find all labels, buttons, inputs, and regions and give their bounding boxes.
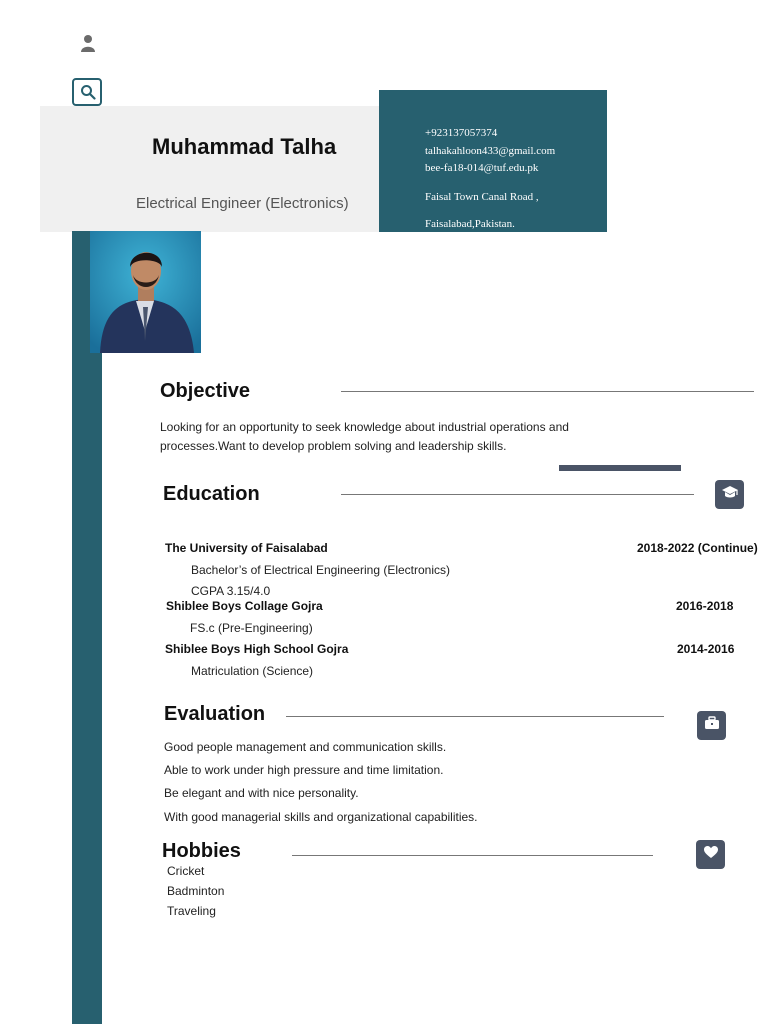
contact-address-line2: Faisalabad,Pakistan. bbox=[425, 218, 515, 230]
contact-address-line1: Faisal Town Canal Road , bbox=[425, 191, 539, 203]
education-institution-2: Shiblee Boys Collage Gojra bbox=[166, 599, 323, 613]
education-detail-1b: CGPA 3.15/4.0 bbox=[191, 584, 271, 598]
accent-underline bbox=[559, 465, 681, 471]
contact-phone: +923137057374 bbox=[425, 127, 498, 139]
search-icon bbox=[80, 84, 96, 105]
education-detail-3a: Matriculation (Science) bbox=[191, 664, 314, 678]
education-years-1: 2018-2022 (Continue) bbox=[637, 541, 758, 555]
education-institution-1: The University of Faisalabad bbox=[165, 541, 328, 555]
graduation-cap-icon bbox=[721, 484, 739, 505]
search-button[interactable] bbox=[72, 78, 102, 106]
contact-panel bbox=[379, 90, 607, 232]
header-panel bbox=[40, 106, 379, 232]
user-icon bbox=[80, 34, 96, 52]
evaluation-item-1: Good people management and communication skills. bbox=[164, 740, 447, 754]
profile-title: Electrical Engineer (Electronics) bbox=[136, 195, 349, 212]
hobbies-heading: Hobbies bbox=[162, 840, 241, 862]
evaluation-item-3: Be elegant and with nice personality. bbox=[164, 786, 359, 800]
evaluation-divider bbox=[286, 716, 664, 717]
profile-name: Muhammad Talha bbox=[152, 134, 337, 159]
education-detail-2a: FS.c (Pre-Engineering) bbox=[190, 621, 313, 635]
education-years-2: 2016-2018 bbox=[676, 599, 734, 613]
hobbies-icon-button bbox=[696, 840, 725, 869]
contact-email-personal[interactable]: talhakahloon433@gmail.com bbox=[425, 145, 556, 157]
heart-icon bbox=[703, 845, 719, 864]
hobbies-divider bbox=[292, 855, 653, 856]
education-detail-1a: Bachelor’s of Electrical Engineering (Electronics) bbox=[191, 563, 451, 577]
evaluation-icon-button bbox=[697, 711, 726, 740]
hobby-item-2: Badminton bbox=[167, 884, 225, 898]
education-icon-button bbox=[715, 480, 744, 509]
evaluation-item-4: With good managerial skills and organizational capabilities. bbox=[164, 810, 478, 824]
objective-text-line2: processes.Want to develop problem solving and leadership skills. bbox=[160, 439, 507, 453]
briefcase-icon bbox=[704, 716, 720, 735]
education-institution-3: Shiblee Boys High School Gojra bbox=[165, 642, 349, 656]
hobby-item-3: Traveling bbox=[167, 904, 216, 918]
profile-photo bbox=[90, 231, 201, 353]
education-years-3: 2014-2016 bbox=[677, 642, 735, 656]
objective-text-line1: Looking for an opportunity to seek knowledge about industrial operations and bbox=[160, 420, 569, 434]
objective-heading: Objective bbox=[160, 380, 251, 402]
contact-email-university[interactable]: bee-fa18-014@tuf.edu.pk bbox=[425, 162, 539, 174]
hobby-item-1: Cricket bbox=[167, 864, 205, 878]
evaluation-heading: Evaluation bbox=[164, 703, 266, 725]
education-divider bbox=[341, 494, 694, 495]
education-heading: Education bbox=[163, 483, 260, 505]
objective-divider bbox=[341, 391, 754, 392]
evaluation-item-2: Able to work under high pressure and time limitation. bbox=[164, 763, 444, 777]
